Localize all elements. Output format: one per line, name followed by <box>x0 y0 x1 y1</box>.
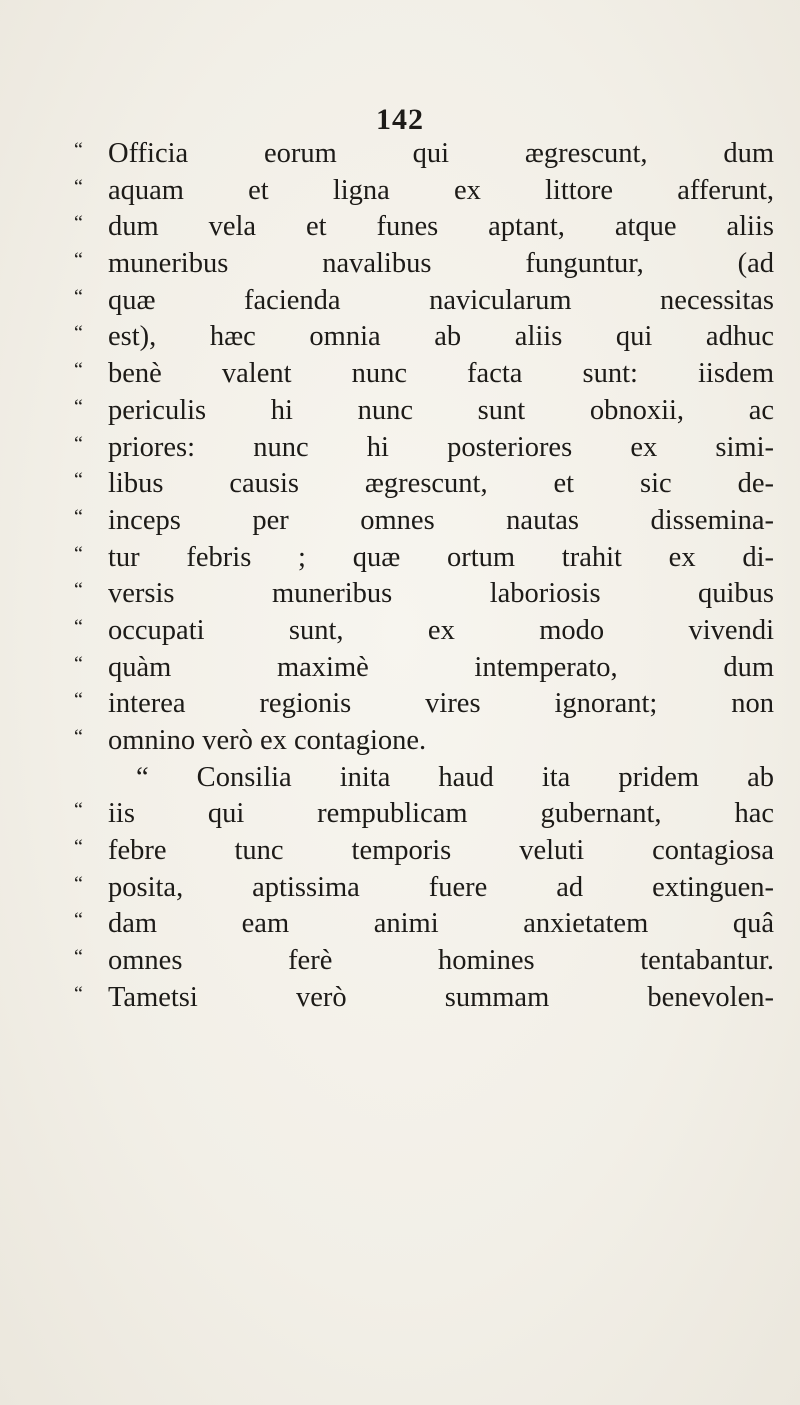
text-line <box>74 136 774 173</box>
text-line <box>74 356 774 393</box>
text-line <box>74 283 774 320</box>
text-line <box>74 393 774 430</box>
text-line <box>74 833 774 870</box>
line-text: tur febris ; quæ ortum trahit ex di- <box>108 541 774 573</box>
line-text: benè valent nunc facta sunt: iisdem <box>108 358 774 390</box>
quote-mark: “ <box>74 652 82 675</box>
line-text: aquam et ligna ex littore afferunt, <box>108 174 774 206</box>
text-line <box>74 246 774 283</box>
quote-mark: “ <box>74 322 82 345</box>
text-line <box>74 906 774 943</box>
text-line <box>74 723 774 760</box>
quote-mark: “ <box>74 579 82 602</box>
line-text: omnino verò ex contagione. <box>108 725 427 756</box>
line-text: priores: nunc hi posteriores ex simi- <box>108 431 774 463</box>
text-line <box>74 613 774 650</box>
quote-mark: “ <box>74 615 82 638</box>
quote-mark: “ <box>74 139 82 161</box>
line-text: omnes ferè homines tentabantur. <box>108 945 774 977</box>
line-text: quàm maximè intemperato, dum <box>108 651 774 683</box>
quote-mark: “ <box>74 799 82 822</box>
quote-mark: “ <box>74 432 82 455</box>
quote-mark: “ <box>74 726 82 748</box>
text-line <box>74 209 774 246</box>
line-text: interea regionis vires ignorant; non <box>108 688 774 720</box>
line-text: Officia eorum qui ægrescunt, dum <box>108 138 774 169</box>
line-text: Tametsi verò summam benevolen- <box>108 981 774 1013</box>
quote-mark: “ <box>74 909 82 932</box>
quote-mark: “ <box>74 836 82 859</box>
body-text <box>74 136 774 1017</box>
line-text: posita, aptissima fuere ad extinguen- <box>108 871 774 903</box>
text-line <box>74 319 774 356</box>
line-text: occupati sunt, ex modo vivendi <box>108 614 774 646</box>
line-text: inceps per omnes nautas dissemina- <box>108 504 774 536</box>
line-text: “ Consilia inita haud ita pridem ab <box>136 761 774 793</box>
text-line <box>74 173 774 210</box>
text-line <box>74 576 774 613</box>
text-line <box>74 503 774 540</box>
line-text: est), hæc omnia ab aliis qui adhuc <box>108 321 774 353</box>
quote-mark: “ <box>74 689 82 712</box>
quote-mark: “ <box>74 542 82 565</box>
text-line <box>74 686 774 723</box>
text-line <box>74 540 774 577</box>
quote-mark: “ <box>74 175 82 198</box>
quote-mark: “ <box>74 212 82 235</box>
quote-mark: “ <box>74 872 82 895</box>
text-line <box>74 980 774 1017</box>
quote-mark: “ <box>74 982 82 1005</box>
text-line <box>74 430 774 467</box>
quote-mark: “ <box>74 285 82 308</box>
quote-mark: “ <box>74 395 82 418</box>
quote-mark: “ <box>74 946 82 969</box>
text-line <box>74 943 774 980</box>
line-text: febre tunc temporis veluti contagiosa <box>108 835 774 867</box>
page-number: 142 <box>376 103 424 136</box>
line-text: versis muneribus laboriosis quibus <box>108 578 774 610</box>
quote-mark: “ <box>74 505 82 528</box>
text-line <box>74 466 774 503</box>
line-text: iis qui rempublicam gubernant, hac <box>108 798 774 830</box>
text-line <box>74 650 774 687</box>
quote-mark: “ <box>74 469 82 492</box>
line-text: quæ facienda navicularum necessitas <box>108 284 774 316</box>
line-text: dum vela et funes aptant, atque aliis <box>108 211 774 243</box>
line-text: dam eam animi anxietatem quâ <box>108 908 774 940</box>
line-text: periculis hi nunc sunt obnoxii, ac <box>108 394 774 426</box>
quote-mark: “ <box>74 359 82 382</box>
line-text: muneribus navalibus funguntur, (ad <box>108 248 774 280</box>
text-line <box>74 796 774 833</box>
text-line <box>74 870 774 907</box>
quote-mark: “ <box>74 249 82 272</box>
text-line <box>74 760 774 797</box>
line-text: libus causis ægrescunt, et sic de- <box>108 468 774 500</box>
